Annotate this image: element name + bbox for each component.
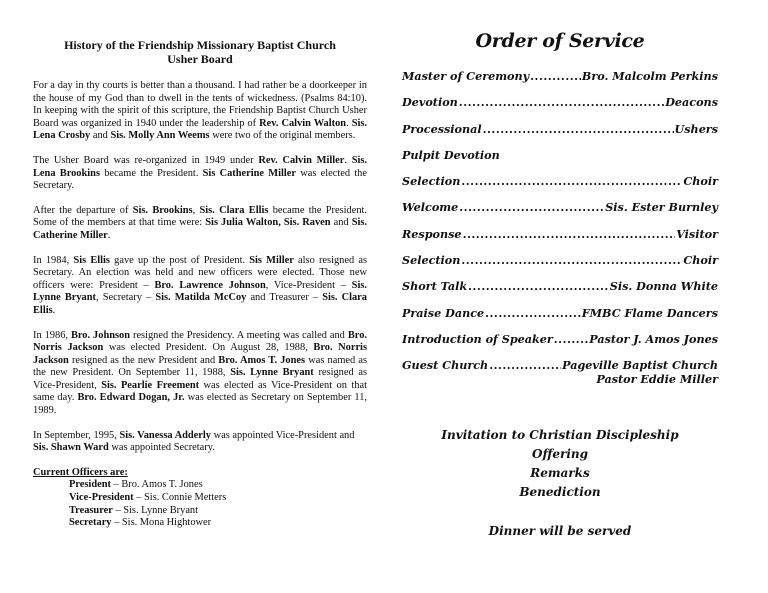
service-role: Guest Church (402, 358, 489, 373)
text: resigned as the new President and (68, 354, 219, 366)
dot-leader (461, 252, 682, 268)
text: and (90, 130, 111, 142)
officer-row (69, 479, 367, 492)
service-item (402, 278, 718, 304)
dinner-note: Dinner will be served (488, 523, 632, 538)
history-paragraph-6 (33, 430, 367, 455)
person-name: Sis. Catherine Miller (33, 217, 367, 241)
text: and Treasurer – (246, 292, 323, 304)
person-name: Bro. Norris Jackson (33, 329, 367, 354)
history-title-line2: Usher Board (167, 52, 233, 66)
officer-name: Bro. Amos T. Jones (121, 479, 203, 491)
closing-list (402, 426, 718, 502)
person-name: Sis. Lynne Bryant (33, 279, 367, 304)
service-item (402, 305, 718, 331)
history-paragraph-5 (33, 330, 367, 418)
text: , Secretary – (96, 292, 156, 304)
officer-name: Sis. Connie Metters (144, 492, 227, 504)
officer-row (69, 505, 367, 518)
text: In 1986, (33, 329, 71, 341)
text: became the President. (100, 167, 203, 179)
text: , Vice-President – (265, 279, 352, 291)
separator: – (133, 492, 145, 504)
closing-item: Remarks (530, 465, 590, 480)
dot-leader (461, 173, 682, 189)
text: gave up the post of President. (109, 254, 250, 266)
service-column (402, 30, 718, 538)
text: was elected President. On August 28, 1988, (103, 342, 314, 354)
closing-item: Offering (531, 446, 588, 461)
text: resigned the Presidency. A meeting was called and (130, 329, 348, 341)
officers-list (33, 479, 367, 529)
person-name: Sis. Lena Crosby (33, 117, 367, 142)
text: also resigned as Secretary. An election was held and new officers were elected. Those new officers were: President – (33, 254, 368, 291)
officer-row (69, 517, 367, 530)
separator: – (112, 504, 124, 516)
service-role: Welcome (402, 200, 459, 215)
text: was appointed Secretary. (108, 442, 215, 454)
service-item (402, 199, 718, 225)
text: was elected the Secretary. (33, 167, 367, 192)
history-paragraph-1 (33, 80, 367, 143)
guest-pastor: Pastor Eddie Miller (596, 371, 718, 386)
service-title: Order of Service (475, 30, 645, 52)
service-item (402, 226, 718, 252)
person-name: Sis Catherine Miller (202, 167, 296, 179)
dot-leader (483, 121, 674, 137)
text: were two of the original members. (209, 130, 356, 142)
person-name: Sis. Clara Ellis (33, 292, 367, 316)
service-person: Pageville Baptist Church (562, 358, 718, 373)
officer-row (69, 492, 367, 505)
service-item (402, 331, 718, 357)
text: resigned as Vice-President, (33, 367, 367, 391)
history-paragraph-3 (33, 205, 367, 243)
service-role: Introduction of Speaker (402, 331, 553, 346)
text: was named as the new President. On September 11, 1988, (33, 354, 367, 379)
closing-item: Invitation to Christian Discipleship (441, 427, 679, 442)
person-name: Sis. Brookins (132, 204, 193, 216)
officer-role: Secretary (69, 517, 112, 529)
text: In September, 1995, (33, 429, 120, 441)
person-name: Bro. Norris Jackson (33, 342, 367, 366)
service-role: Response (402, 226, 462, 241)
history-paragraph-2 (33, 155, 367, 193)
person-name: Sis. Lynne Bryant (230, 367, 314, 379)
person-name: Rev. Calvin Miller (258, 154, 345, 166)
service-role: Processional (402, 121, 482, 136)
service-person: Choir (683, 253, 718, 268)
dot-leader (459, 94, 664, 110)
person-name: Sis. Pearlie Freement (101, 379, 200, 391)
text: . (346, 117, 352, 129)
person-name: Bro. Amos T. Jones (218, 354, 306, 366)
history-title-line1: History of the Friendship Missionary Baptist Church (64, 38, 336, 52)
text: was elected as Secretary on September 11, 1989. (33, 392, 367, 417)
history-paragraph-4 (33, 255, 367, 318)
service-person: Sis. Donna White (609, 279, 718, 294)
service-role: Short Talk (402, 279, 468, 294)
service-role: Selection (402, 253, 461, 268)
service-item (402, 173, 718, 199)
text: After the departure of (33, 204, 133, 216)
service-role: Master of Ceremony (402, 69, 530, 83)
person-name: Bro. Lawrence Johnson (154, 279, 266, 291)
person-name: Sis Ellis (73, 254, 110, 266)
person-name: Rev. Calvin Walton (259, 117, 347, 129)
service-role: Praise Dance (402, 305, 485, 320)
officer-name: Sis. Mona Hightower (121, 517, 212, 529)
text: For a day in thy courts is better than a thousand. I had rather be a doorkeeper in the house of my God than to dwell in the tents of wickedness. (Psalms 84:10). In keeping with the spirit of this scripture, the Friendship Baptist Church Usher Board was organized in 1940 under the leadership of (33, 80, 367, 129)
history-title (33, 38, 367, 66)
service-item (402, 252, 718, 278)
dot-leader (489, 357, 561, 373)
officer-role: Treasurer (69, 504, 113, 516)
text: and (330, 217, 352, 229)
service-person: Choir (683, 174, 718, 189)
service-role: Selection (402, 174, 461, 189)
service-person: Deacons (665, 95, 718, 110)
officer-role: President (69, 479, 111, 491)
service-person: Bro. Malcolm Perkins (581, 69, 718, 83)
service-person: Ushers (674, 121, 718, 136)
dot-leader (485, 305, 581, 321)
dot-leader (554, 331, 588, 347)
officers-heading: Current Officers are: (33, 466, 128, 478)
text: In 1984, (33, 254, 74, 266)
officer-role: Vice-President (69, 492, 134, 504)
person-name: Sis Julia Walton, Sis. Raven (205, 217, 331, 229)
service-item (402, 94, 718, 120)
text: was elected as Vice-President on that same day. (33, 379, 367, 404)
person-name: Bro. Edward Dogan, Jr. (77, 392, 185, 404)
service-role: Pulpit Devotion (402, 147, 500, 162)
text: . (52, 304, 56, 316)
separator: – (111, 517, 122, 529)
dot-leader (468, 278, 609, 294)
service-item (402, 68, 718, 94)
text: . (107, 229, 111, 241)
text: became the President. Some of the members at that time were: (33, 204, 367, 229)
service-person: FMBC Flame Dancers (581, 305, 718, 320)
officer-name: Sis. Lynne Bryant (123, 504, 199, 516)
dot-leader (459, 199, 604, 215)
dot-leader (530, 68, 581, 84)
history-column (33, 38, 367, 530)
service-item (402, 147, 718, 173)
text: , (192, 204, 200, 216)
dot-leader (463, 226, 676, 242)
person-name: Sis. Shawn Ward (33, 442, 109, 454)
person-name: Sis. Matilda McCoy (155, 292, 247, 304)
service-person: Sis. Ester Burnley (605, 200, 718, 215)
person-name: Sis. Vanessa Adderly (119, 429, 211, 441)
service-role: Devotion (402, 95, 458, 110)
person-name: Sis Miller (249, 254, 294, 266)
text: The Usher Board was re-organized in 1949 under (33, 154, 259, 166)
service-person: Visitor (676, 226, 718, 241)
person-name: Bro. Johnson (70, 329, 131, 341)
service-item (402, 121, 718, 147)
person-name: Sis. Molly Ann Weems (110, 130, 210, 142)
text: . (344, 154, 352, 166)
separator: – (110, 479, 122, 491)
text: was appointed Vice-President and (210, 429, 355, 441)
service-person: Pastor J. Amos Jones (589, 331, 718, 346)
person-name: Sis. Clara Ellis (199, 204, 269, 216)
person-name: Sis. Lena Brookins (33, 154, 368, 179)
closing-item: Benediction (519, 484, 601, 499)
